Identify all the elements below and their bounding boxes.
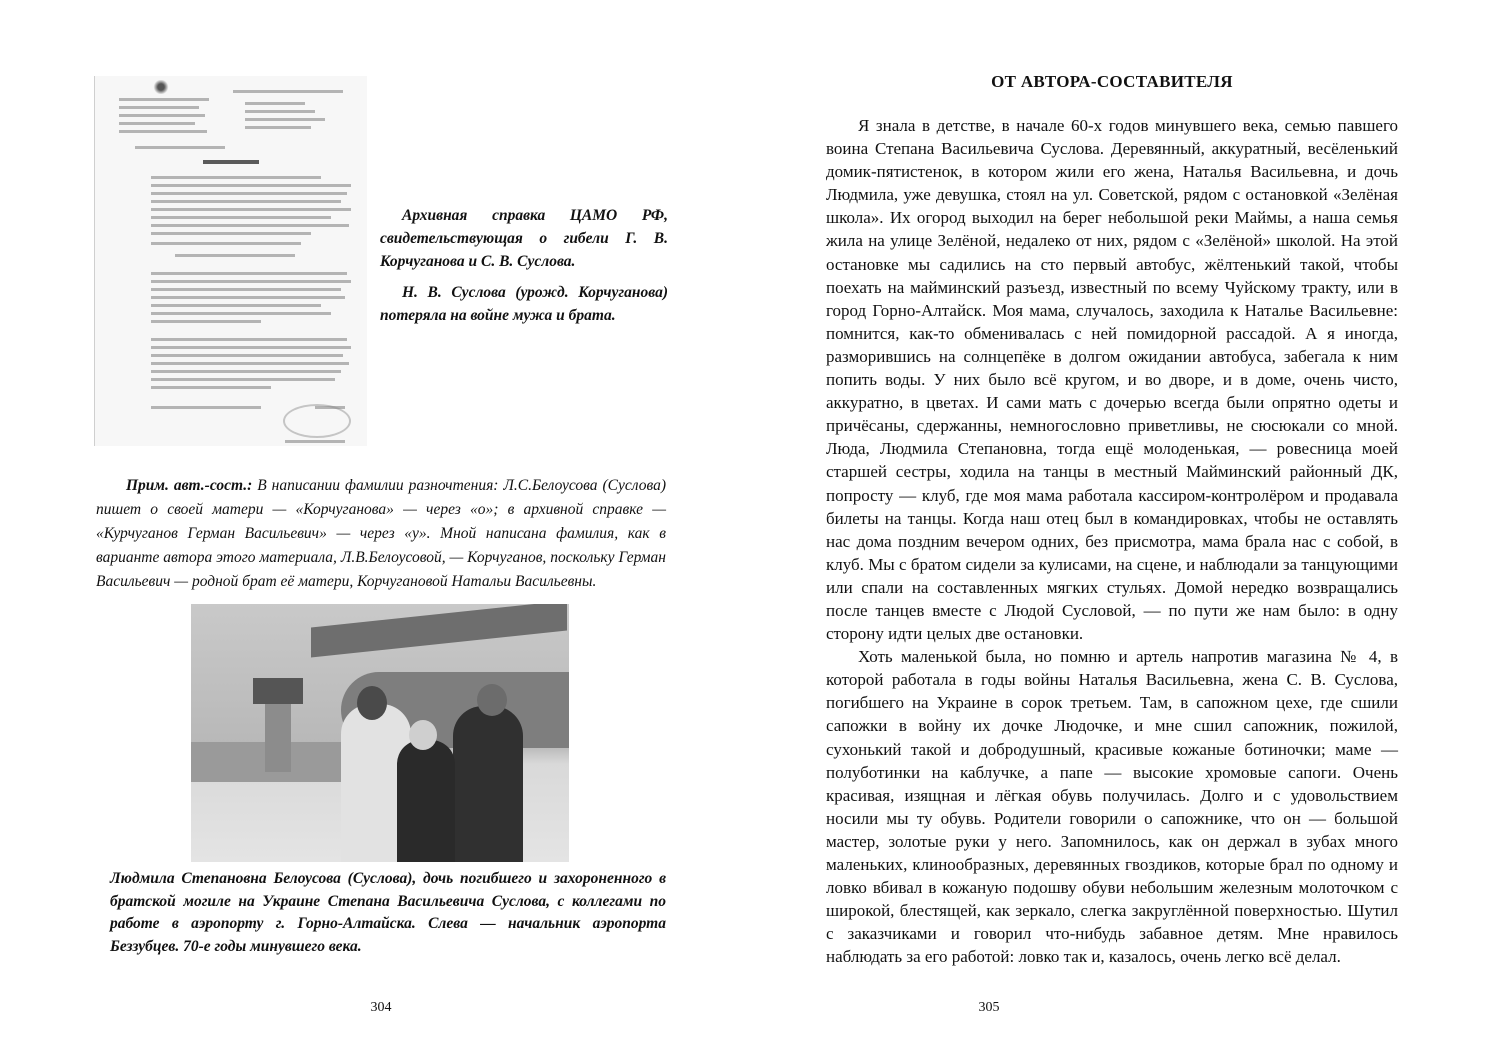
author-note: [96, 474, 666, 594]
document-caption-line-2: Н. В. Суслова (урожд. Корчуганова) потеряла на войне мужа и брата.: [380, 284, 668, 324]
body-text: [826, 114, 1398, 968]
paragraph-1: Я знала в детстве, в начале 60-х годов минувшего века, семью павшего воина Степана Васильевича Суслова. Деревянный, аккуратный, весёленький домик-пятистенок, в котором жили его жена, Наталья Васильевна, и дочь Людмила, уже девушка, стоял на ул. Советской, рядом с остановкой «Зелёная школа». Их огород выходил на берег небольшой реки Маймы, а наша семья жила на улице Зелёной, недалеко от них, рядом с «Зелёной» школой. На этой остановке мы садились на сто первый автобус, жёлтенький такой, чтобы поехать на майминский разъезд, известный по всему Чуйскому тракту, или в город Горно-Алтайск. Моя мама, случалось, заходила к Наталье Васильевне: помнится, как-то обменивалась с ней помидорной рассадой. А я иногда, разморившись на солнцепёке в долгом ожидании автобуса, забегала к ним попить воды. У них было всё кругом, и во дворе, и в доме, очень чисто, аккуратно, в цветах. И сами мать с дочерью всегда были опрятно одеты и причёсаны, сдержанны, немногословно приветливы, не сюсюкали со мной. Люда, Людмила Степановна, тогда ещё молоденькая, — ровесница моей старшей сестры, ходила на танцы в местный Майминский районный ДК, попросту — клуб, где моя мама работала кассиром-контролёром и продавала билеты на танцы. Когда наш отец был в командировках, чтобы не оставлять нас дома поздним вечером одних, без присмотра, мама брала нас с собой, в клуб. Мы с братом сидели за кулисами, на сцене, и наблюдали за танцующими или спали на составленных мягких стульях. Домой нередко возвращались после танцев вместе с Людой Сусловой, — по пути же нам было: в одну сторону идти целых две остановки.: [826, 116, 1398, 644]
archive-certificate-scan: [94, 76, 367, 446]
airport-photo: [191, 604, 569, 862]
stamp-icon: [283, 404, 351, 438]
document-caption-line-1: Архивная справка ЦАМО РФ, свидетельствующая о гибели Г. В. Корчуганова и С. В. Суслова.: [380, 207, 668, 270]
scan-heading: [203, 160, 259, 164]
note-text: В написании фамилии разночтения: Л.С.Белоусова (Суслова) пишет о своей матери — «Корчуганова» — через «о»; в архивной справке — «Курчуганов Герман Васильевич» — через «у». Мной написана фамилия, как в варианте автора этого материала, Л.В.Белоусовой, — Корчуганов, поскольку Герман Васильевич — родной брат её матери, Корчугановой Натальи Васильевны.: [96, 477, 666, 590]
page-number-left: 304: [370, 1000, 392, 1015]
chapter-title: ОТ АВТОРА-СОСТАВИТЕЛЯ: [991, 72, 1233, 91]
document-caption: [380, 204, 668, 335]
note-label: Прим. авт.-сост.:: [126, 477, 253, 494]
photo-caption: Людмила Степановна Белоусова (Суслова), дочь погибшего и захороненного в братской могиле на Украине Степана Васильевича Суслова, с коллегами по работе в аэропорту г. Горно-Алтайска. Слева — начальник аэропорта Беззубцев. 70-е годы минувшего века.: [110, 870, 666, 955]
right-page: [746, 0, 1492, 1058]
emblem-icon: [153, 80, 169, 94]
page-number-right: 305: [978, 1000, 1000, 1015]
paragraph-2: Хоть маленькой была, но помню и артель напротив магазина № 4, в которой работала в годы войны Наталья Васильевна, жена С. В. Суслова, погибшего на Украине в сорок третьем. Там, в сапожном цехе, где сшили сапожки в войну их дочке Людочке, и мне сшил сапожник, пожилой, сухонький такой и добродушный, красивые кожаные ботиночки; маме — полуботинки на каблучке, а папе — высокие хромовые сапоги. Очень красивая, изящная и лёгкая обувь получилась. Долго и с удовольствием носили мы ту обувь. Родители говорили о сапожнике, что он — большой мастер, золотые руки у него. Запомнилось, как он держал в зубах много маленьких, клинообразных, деревянных гвоздиков, которые брал по одному и ловко вбивал в кожаную подошву обуви небольшим железным молоточком с широкой, блестящей, как зеркало, слегка закруглённой поверхностью. Шутил с заказчиками и говорил что-нибудь забавное детям. Мне нравилось наблюдать за его работой: ловко так и, казалось, очень легко всё делал.: [826, 647, 1398, 967]
